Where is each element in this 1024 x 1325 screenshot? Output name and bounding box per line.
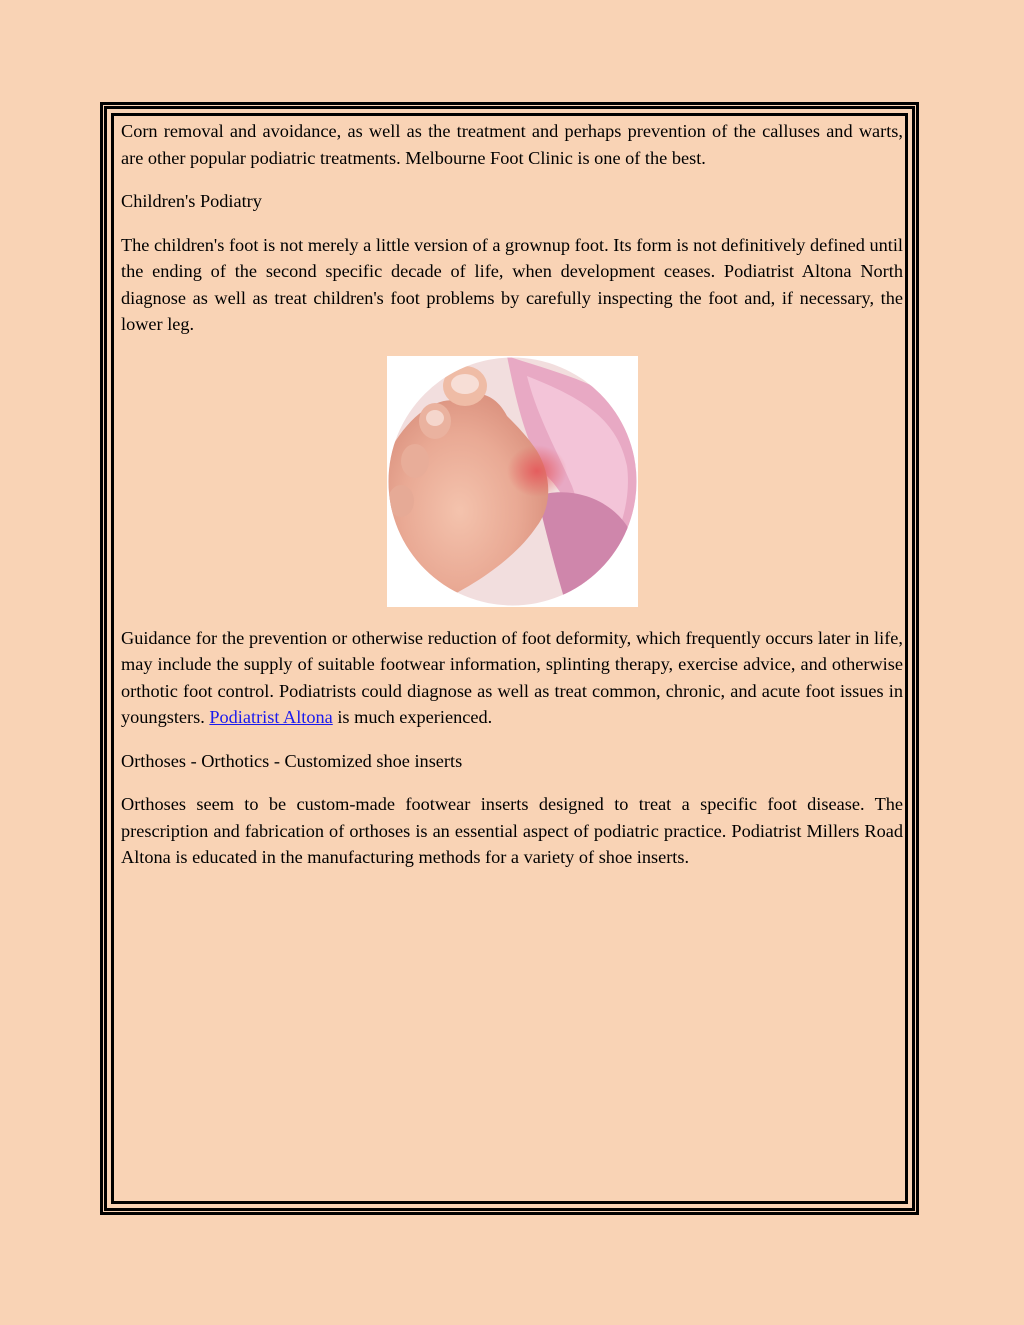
paragraph-guidance (121, 625, 903, 731)
heading-childrens-podiatry: Children's Podiatry (121, 191, 262, 211)
paragraph-guidance-tail: is much experienced. (332, 707, 493, 727)
document-body (121, 118, 903, 871)
paragraph-orthoses: Orthoses seem to be custom-made footwear inserts designed to treat a specific foot disease. The prescription and fabrication of orthoses is an essential aspect of podiatric practice. Podiatrist Millers Road Altona is educated in the manufacturing methods for a variety of shoe inserts. (121, 794, 903, 867)
paragraph-corn-removal: Corn removal and avoidance, as well as the treatment and perhaps prevention of the calluses and warts, are other popular podiatric treatments. Melbourne Foot Clinic is one of the best. (121, 121, 903, 168)
foot-bunion-photo (387, 356, 638, 607)
heading-orthoses: Orthoses - Orthotics - Customized shoe inserts (121, 750, 463, 771)
paragraph-childrens-foot: The children's foot is not merely a little version of a grownup foot. Its form is not definitively defined until the ending of the second specific decade of life, when development ceases. Podiatrist Altona North diagnose as well as treat children's foot problems by carefully inspecting the foot and, if necessary, the lower leg. (121, 234, 903, 334)
link-podiatrist-altona[interactable]: Podiatrist Altona (209, 707, 333, 727)
foot-bunion-photo-icon (387, 356, 638, 607)
paragraph-guidance-text: Guidance for the prevention or otherwise reduction of foot deformity, which frequently occurs later in life, may include the supply of suitable footwear information, splinting therapy, exercise advice, and otherwise orthotic foot control. Podiatrists could diagnose as well as treat common, chronic, and acute foot issues in youngsters. (121, 627, 903, 727)
